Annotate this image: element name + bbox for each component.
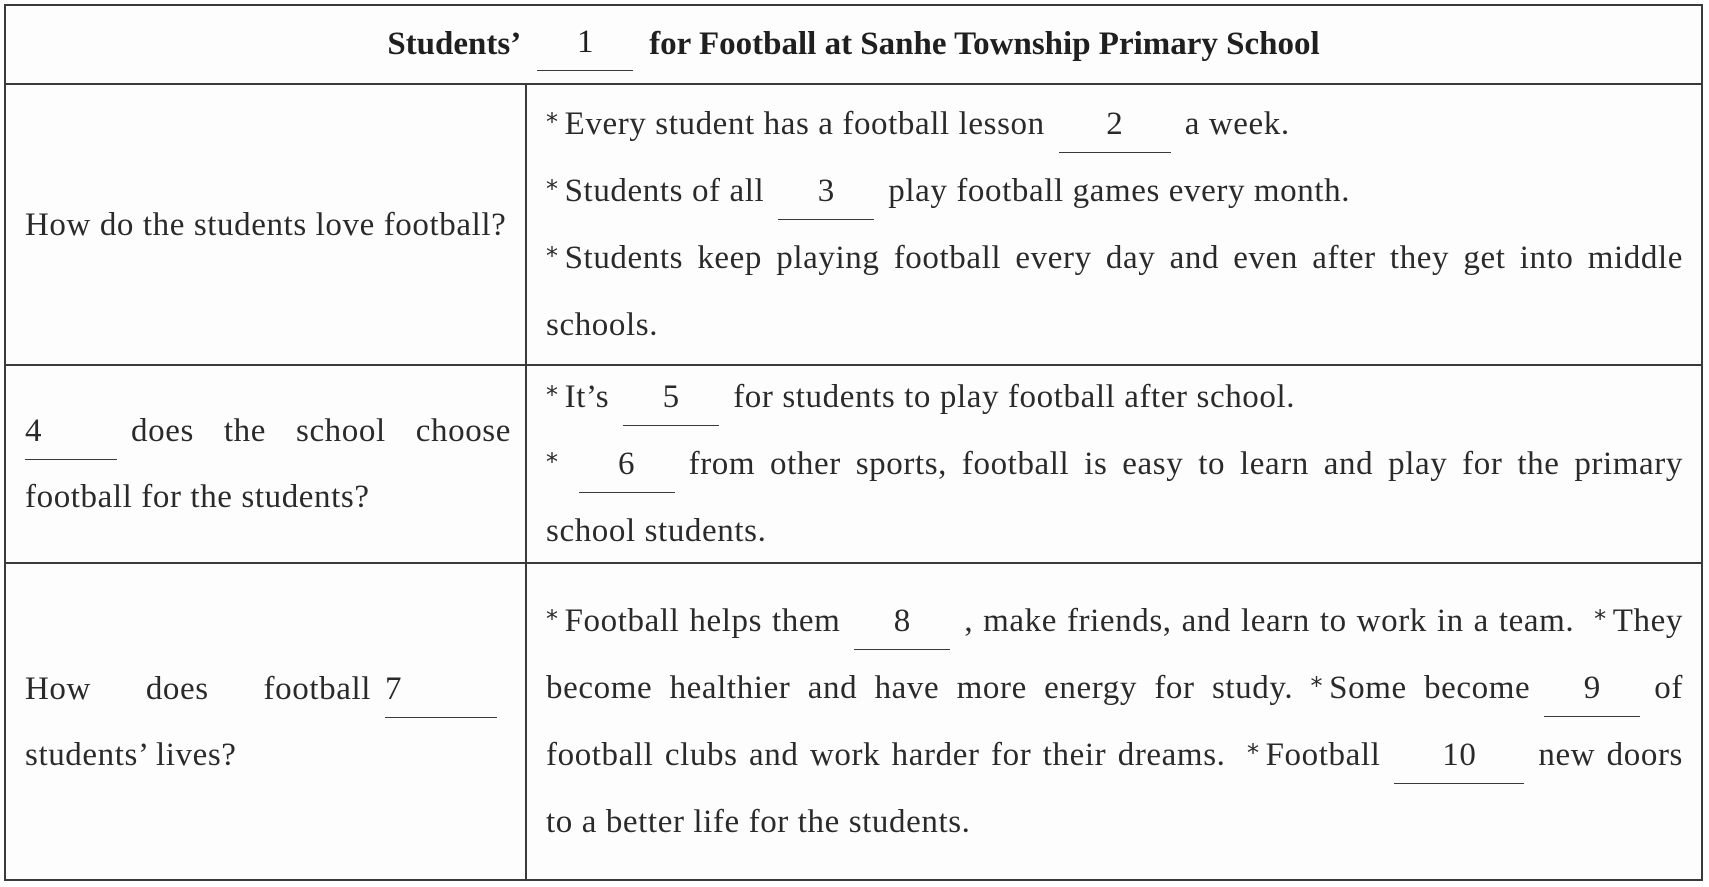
title-suffix: for Football at Sanhe Township Primary School [649, 26, 1320, 62]
blank-7[interactable]: 7 [385, 677, 497, 718]
asterisk-icon: * [1310, 671, 1324, 700]
answer-line [546, 365, 1683, 432]
question-label: students’ lives? [25, 736, 237, 773]
worksheet-table [4, 4, 1703, 881]
answer-text: Football [1265, 736, 1381, 773]
answer-text: play football games every month. [888, 172, 1351, 209]
answer-text: for students to play football after school. [733, 378, 1296, 415]
question-text: How do the students love football? [25, 206, 507, 243]
blank-10[interactable]: 10 [1394, 743, 1524, 784]
table-row [6, 366, 1701, 564]
answer-cell [527, 564, 1701, 879]
question-cell [6, 564, 527, 879]
answer-line [546, 159, 1683, 226]
blank-1[interactable]: 1 [537, 30, 633, 71]
blank-6[interactable]: 6 [579, 452, 675, 493]
answer-cell [527, 85, 1701, 364]
answer-text: of football clubs and work harder for their dreams. [546, 669, 1683, 773]
answer-text: , make friends, and learn to work in a team. [964, 602, 1575, 639]
asterisk-icon: * [546, 380, 559, 409]
answer-cell [527, 366, 1701, 562]
answer-paragraph [546, 589, 1683, 855]
answer-text: They become healthier and have more energy for study. [546, 602, 1683, 706]
blank-4[interactable]: 4 [25, 419, 117, 460]
question-text [25, 398, 511, 530]
blank-9[interactable]: 9 [1544, 676, 1640, 717]
blank-5[interactable]: 5 [623, 385, 719, 426]
blank-2[interactable]: 2 [1059, 112, 1171, 153]
asterisk-icon: * [546, 107, 559, 136]
question-cell [6, 366, 527, 562]
answer-text: Football helps them [564, 602, 841, 639]
question-label: How does football [25, 670, 371, 707]
answer-text: from other sports, football is easy to learn and play for the primary school students. [546, 445, 1683, 549]
answer-text: It’s [564, 378, 610, 415]
answer-text: Some become [1329, 669, 1531, 706]
table-title [6, 6, 1701, 85]
asterisk-icon: * [546, 241, 559, 270]
answer-line [546, 226, 1683, 358]
question-text [25, 656, 511, 788]
asterisk-icon: * [1594, 604, 1607, 633]
title-prefix: Students’ [387, 26, 522, 62]
asterisk-icon: * [546, 174, 559, 203]
answer-line [546, 92, 1683, 159]
asterisk-icon: * [546, 604, 559, 633]
asterisk-icon: * [546, 447, 559, 476]
question-cell [6, 85, 527, 364]
question-label: does the school choose football for the students? [25, 413, 511, 515]
asterisk-icon: * [1246, 738, 1260, 767]
blank-8[interactable]: 8 [854, 609, 950, 650]
answer-text: Students keep playing football every day and even after they get into middle schools. [546, 239, 1683, 343]
table-row [6, 85, 1701, 366]
answer-text: Students of all [564, 172, 765, 209]
answer-line [546, 432, 1683, 564]
answer-text: Every student has a football lesson [564, 105, 1045, 142]
table-row [6, 564, 1701, 879]
blank-3[interactable]: 3 [778, 179, 874, 220]
answer-text: a week. [1184, 105, 1290, 142]
answer-text: new doors to a better life for the students. [546, 736, 1683, 840]
